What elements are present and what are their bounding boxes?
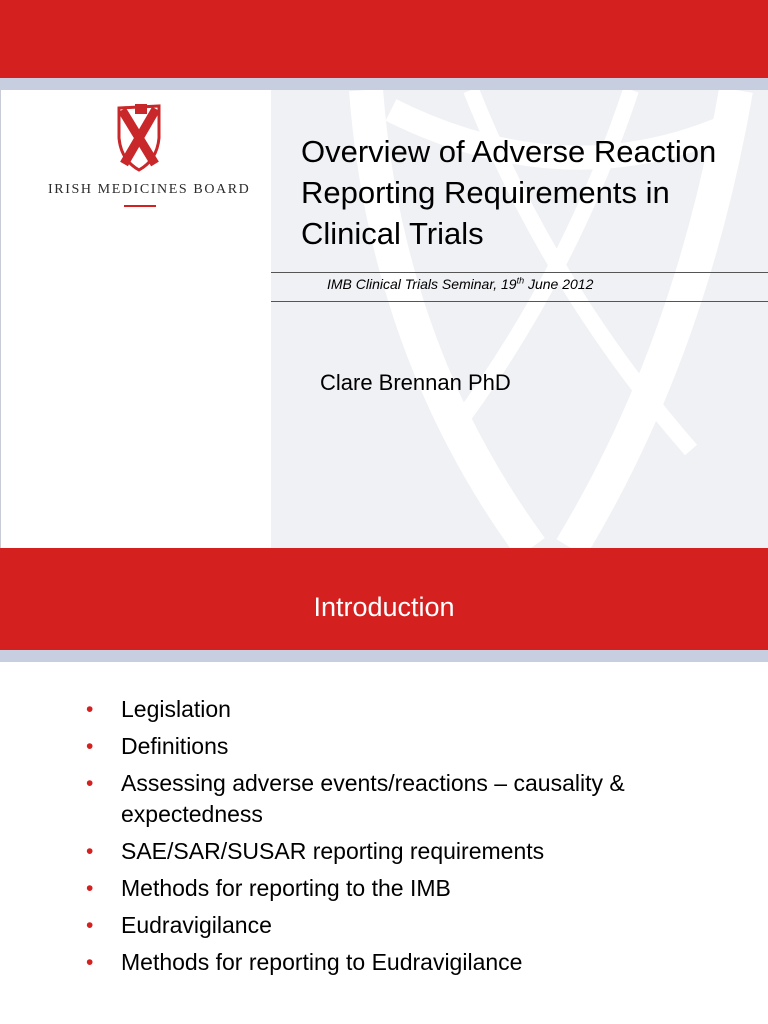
introduction-slide: [0, 548, 768, 1024]
subtitle-rule-top: [271, 272, 768, 273]
agenda-item-text: Methods for reporting to Eudravigilance: [121, 949, 523, 975]
agenda-item: [86, 731, 726, 762]
slide-title: Overview of Adverse Reaction Reporting Requirements in Clinical Trials: [301, 134, 717, 251]
top-blue-stripe: [0, 78, 768, 90]
section-header-bar: [0, 548, 768, 650]
agenda-item-text: Legislation: [121, 696, 231, 722]
bullet-icon: •: [86, 698, 94, 721]
agenda-item-text: Definitions: [121, 733, 229, 759]
agenda-item: [86, 836, 726, 867]
agenda-item-text: Methods for reporting to the IMB: [121, 875, 451, 901]
bullet-icon: •: [86, 840, 94, 863]
section-blue-stripe: [0, 650, 768, 662]
agenda-item: [86, 910, 726, 941]
section-heading: Introduction: [313, 592, 455, 622]
subtitle-rule-bottom: [271, 301, 768, 302]
subtitle-suffix: June 2012: [524, 276, 594, 292]
agenda-item-text: SAE/SAR/SUSAR reporting requirements: [121, 838, 545, 864]
left-border-line: [0, 90, 1, 548]
slide-subtitle: [327, 276, 593, 292]
imb-logo: [40, 104, 251, 214]
bullet-icon: •: [86, 735, 94, 758]
agenda-item-text: Eudravigilance: [121, 912, 272, 938]
logo-text: IRISH MEDICINES BOARD: [48, 182, 251, 197]
agenda-item: [86, 694, 726, 725]
logo-underline: [124, 205, 156, 207]
shield-saltire-icon: [117, 104, 161, 172]
agenda-list: [86, 694, 726, 984]
bullet-icon: •: [86, 914, 94, 937]
bullet-icon: •: [86, 877, 94, 900]
bullet-icon: •: [86, 951, 94, 974]
bullet-icon: •: [86, 772, 94, 795]
agenda-item: [86, 768, 726, 830]
subtitle-superscript: th: [516, 275, 525, 286]
agenda-item-text: Assessing adverse events/reactions – causality & expectedness: [121, 770, 625, 827]
author-name: Clare Brennan PhD: [320, 370, 511, 395]
agenda-item: [86, 873, 726, 904]
agenda-item: [86, 947, 726, 978]
subtitle-prefix: IMB Clinical Trials Seminar, 19: [327, 276, 517, 292]
top-red-bar: [0, 0, 768, 78]
